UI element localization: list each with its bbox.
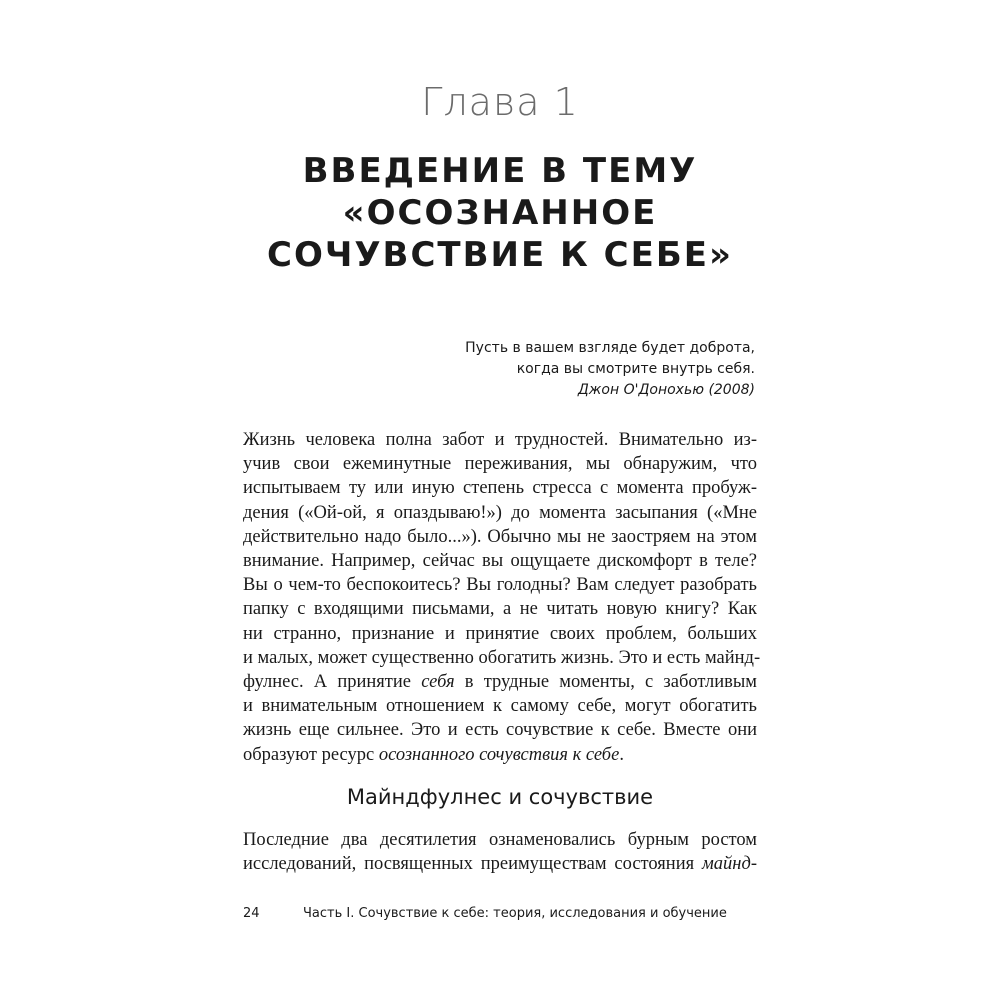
text-line: Жизнь человека полна забот и трудностей. Внимательно из- — [243, 430, 757, 450]
body-paragraph — [243, 428, 761, 767]
text-line: и малых, может существенно обогатить жизнь. Это и есть майнд- — [243, 647, 761, 668]
page-number: 24 — [243, 906, 260, 921]
running-title: Часть I. Сочувствие к себе: теория, исследования и обучение — [303, 906, 727, 921]
italic-text: себя — [421, 672, 455, 693]
text-line: ни странно, признание и принятие своих проблем, больших — [243, 623, 757, 644]
text-line: жизнь еще сильнее. Это и есть сочувствие к себе. Вместе они — [243, 720, 757, 741]
text-line: действительно надо было...»). Обычно мы не заостряем на этом — [243, 526, 757, 547]
chapter-title-line: СОЧУВСТВИЕ К СЕБЕ» — [267, 235, 733, 275]
chapter-title — [0, 150, 1000, 276]
page-footer — [243, 906, 727, 921]
epigraph-line: Пусть в вашем взгляде будет доброта, — [465, 340, 755, 356]
text-line — [243, 670, 757, 694]
chapter-title-line: ВВЕДЕНИЕ В ТЕМУ — [302, 151, 698, 191]
epigraph — [465, 338, 755, 401]
italic-text: осознанного сочувствия к себе — [378, 744, 620, 765]
text-line: и внимательным отношением к самому себе, могут обогатить — [243, 696, 757, 717]
text-segment: в трудные моменты, с заботливым — [454, 672, 757, 693]
text-line: испытываем ту или иную степень стресса с момента пробуж- — [243, 478, 757, 499]
text-line: дения («Ой-ой, я опаздываю!») до момента засыпания («Мне — [243, 502, 757, 523]
text-line: внимание. Например, сейчас вы ощущаете дискомфорт в теле? — [243, 551, 757, 572]
italic-text: майнд- — [701, 854, 757, 875]
text-line: учив свои ежеминутные переживания, мы обнаружим, что — [243, 454, 757, 475]
text-line: Последние два десятилетия ознаменовались бурным ростом — [243, 830, 757, 850]
text-segment: . — [619, 744, 624, 765]
text-line — [243, 852, 757, 876]
section-heading: Майндфулнес и сочувствие — [346, 785, 654, 809]
text-line: папку с входящими письмами, а не читать новую книгу? Как — [243, 599, 757, 620]
body-paragraph — [243, 828, 757, 876]
text-segment: фулнес. А принятие — [243, 672, 422, 693]
chapter-title-line: «ОСОЗНАННОЕ — [342, 193, 658, 233]
text-segment: образуют ресурс — [243, 744, 379, 765]
epigraph-author: Джон О'Донохью (2008) — [577, 382, 755, 398]
chapter-label: Глава 1 — [421, 80, 579, 124]
text-line: Вы о чем-то беспокоитесь? Вы голодны? Вам следует разобрать — [243, 575, 757, 596]
text-line — [243, 743, 757, 767]
text-segment: исследований, посвященных преимуществам состояния — [243, 854, 702, 875]
epigraph-line: когда вы смотрите внутрь себя. — [516, 361, 755, 377]
